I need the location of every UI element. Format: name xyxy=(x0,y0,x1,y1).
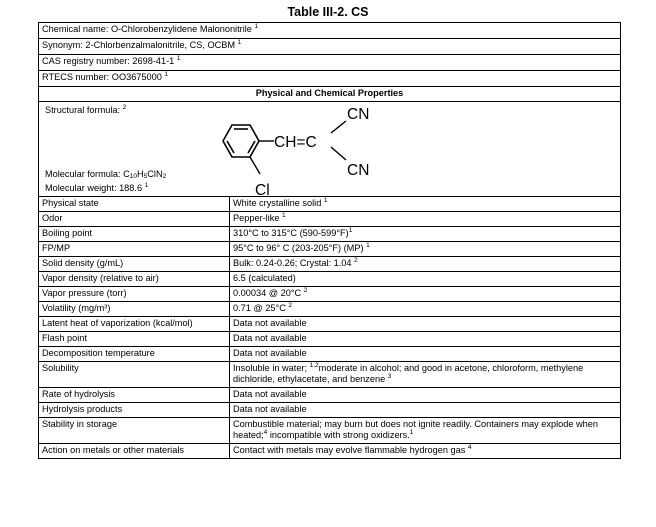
molecular-formula-label: Molecular formula: xyxy=(45,168,121,179)
table-row xyxy=(39,271,621,286)
table-row xyxy=(39,256,621,271)
cn-top-label: CN xyxy=(347,105,370,123)
table-row xyxy=(39,196,621,211)
property-name: Volatility (mg/m³) xyxy=(39,301,230,316)
table-row xyxy=(39,361,621,387)
property-value: Bulk: 0.24-0.26; Crystal: 1.04 xyxy=(233,257,352,268)
property-name: Latent heat of vaporization (kcal/mol) xyxy=(39,316,230,331)
chemical-name-row xyxy=(39,23,621,39)
cas-label: CAS registry number: xyxy=(42,56,130,66)
property-value: White crystalline solid xyxy=(233,197,322,208)
table-row xyxy=(39,226,621,241)
molecular-weight xyxy=(45,183,148,195)
synonym-label: Synonym: xyxy=(42,40,83,50)
property-name: Solid density (g/mL) xyxy=(39,256,230,271)
table-row xyxy=(39,387,621,402)
cn-bottom-label: CN xyxy=(347,161,370,179)
property-name: Flash point xyxy=(39,331,230,346)
molecular-weight-value: 188.6 xyxy=(119,182,143,193)
table-row xyxy=(39,443,621,458)
table-row xyxy=(39,346,621,361)
property-name: Odor xyxy=(39,211,230,226)
rtecs-label: RTECS number: xyxy=(42,72,110,82)
structure-block xyxy=(42,103,617,195)
property-value: 6.5 (calculated) xyxy=(233,272,296,283)
property-ref: 1 xyxy=(323,196,328,204)
table-row xyxy=(39,417,621,443)
property-value: 310°C to 315°C (590-599°F) xyxy=(233,227,349,238)
property-name: Vapor density (relative to air) xyxy=(39,271,230,286)
property-value: 95°C to 96° C (203-205°F) (MP) xyxy=(233,242,364,253)
chemical-name-ref: 1 xyxy=(254,23,259,30)
property-value: Contact with metals may evolve flammable hydrogen gas xyxy=(233,444,466,455)
table-row xyxy=(39,286,621,301)
rtecs-row xyxy=(39,71,621,87)
rtecs-value: OO3675000 xyxy=(111,72,162,82)
molecular-weight-ref: 1 xyxy=(144,181,149,189)
synonym-ref: 1 xyxy=(237,39,242,46)
property-ref: 4 xyxy=(467,443,472,451)
property-ref: 2 xyxy=(288,301,293,309)
rtecs-ref: 1 xyxy=(164,71,169,78)
structural-formula-label: Structural formula: xyxy=(45,104,121,115)
property-ref: 1 xyxy=(409,429,414,436)
property-ref: 1 xyxy=(366,241,370,249)
property-name: Vapor pressure (torr) xyxy=(39,286,230,301)
property-ref: 4 xyxy=(263,429,268,436)
property-value: incompatible with strong oxidizers. xyxy=(269,430,410,440)
property-value: Data not available xyxy=(233,332,307,343)
synonym-value: 2-Chlorbenzalmalonitrile, CS, OCBM xyxy=(85,40,236,50)
property-value: Data not available xyxy=(233,317,307,328)
section-header-row xyxy=(39,87,621,102)
molecular-formula: Molecular formula: $C_{10}H_5ClN_2$ xyxy=(45,168,167,180)
property-ref: 1 xyxy=(348,226,353,234)
property-name: Decomposition temperature xyxy=(39,346,230,361)
property-ref: 1 xyxy=(282,211,286,219)
property-value: Insoluble in water; xyxy=(233,362,308,373)
table-title: Table III-2. CS xyxy=(287,5,369,19)
property-name: Action on metals or other materials xyxy=(39,443,230,458)
property-name: Rate of hydrolysis xyxy=(39,387,230,402)
property-value: Data not available xyxy=(233,347,307,358)
property-ref: 1,2 xyxy=(309,361,319,369)
table-row xyxy=(39,402,621,417)
structural-formula-ref: 2 xyxy=(122,103,127,111)
molecular-weight-label: Molecular weight: xyxy=(45,182,117,193)
cas-row xyxy=(39,55,621,71)
structure-diagram xyxy=(204,103,434,197)
table-row xyxy=(39,301,621,316)
table-row xyxy=(39,241,621,256)
chemical-name-label: Chemical name: xyxy=(42,24,109,34)
benzene-ring xyxy=(223,125,259,157)
cas-value: 2698-41-1 xyxy=(132,56,175,66)
property-value: Data not available xyxy=(233,403,307,414)
chain-label: CH=C xyxy=(274,133,317,151)
properties-table xyxy=(38,22,621,459)
property-ref: 2 xyxy=(354,256,358,264)
property-value: Data not available xyxy=(233,388,307,399)
property-value: moderate in alcohol; and good in acetone, chloroform, methylene dichloride, ethylacetate, and benzene xyxy=(233,362,584,384)
synonym-row xyxy=(39,39,621,55)
table-row xyxy=(39,211,621,226)
property-value: 0.71 @ 25°C xyxy=(233,302,286,313)
section-header: Physical and Chemical Properties xyxy=(39,87,621,102)
property-value: Pepper-like xyxy=(233,212,280,223)
property-name: Boiling point xyxy=(39,226,230,241)
property-name: Solubility xyxy=(39,361,230,387)
property-value: 0.00034 @ 20°C xyxy=(233,287,302,298)
property-name: FP/MP xyxy=(39,241,230,256)
property-name: Stability in storage xyxy=(39,417,230,443)
property-ref: 3 xyxy=(387,373,392,380)
property-ref: 2 xyxy=(303,286,308,294)
property-name: Physical state xyxy=(39,196,230,211)
chemical-name-value: O-Chlorobenzylidene Malononitrile xyxy=(110,24,252,34)
cl-label: Cl xyxy=(255,181,270,197)
table-row xyxy=(39,316,621,331)
property-value: Combustible material; may burn but does not ignite readily. Containers may explode when heated; xyxy=(233,418,598,440)
property-name: Hydrolysis products xyxy=(39,402,230,417)
table-row xyxy=(39,331,621,346)
structure-row xyxy=(39,101,621,196)
cas-ref: 1 xyxy=(176,55,181,62)
